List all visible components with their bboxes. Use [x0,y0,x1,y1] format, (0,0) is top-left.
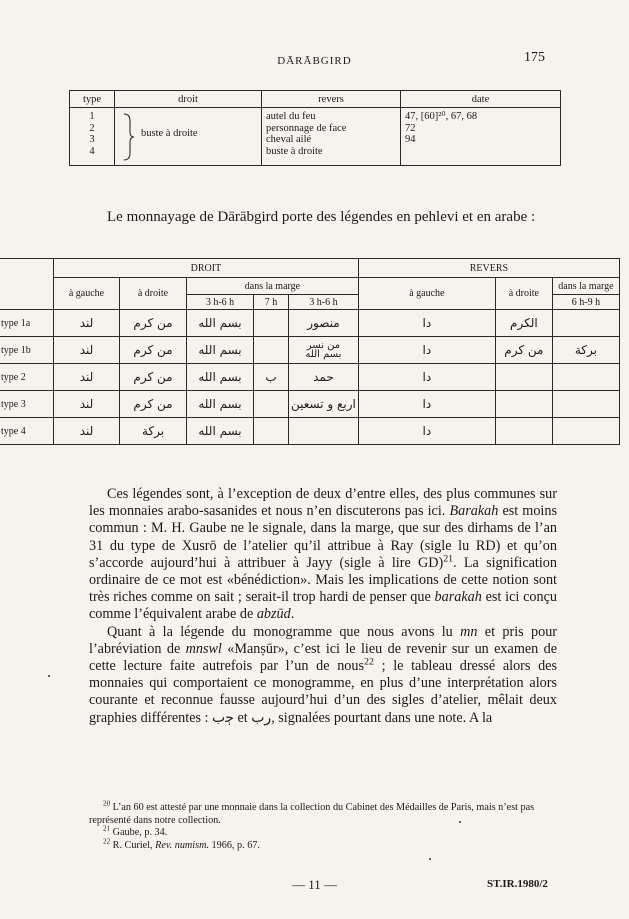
legend-cell: ﻣﻦ ﻛﺮﻡ [495,337,552,364]
legends-table [0,258,620,445]
legend-cell: ﻟﻨﺪ [54,337,120,364]
legend-cell [552,364,619,391]
legend-cell: ﻟﻨﺪ [54,364,120,391]
legend-cell: ﻟﻨﺪ [54,310,120,337]
droit-a-droite-header: à droite [120,278,187,310]
legend-cell [552,391,619,418]
series-code: ST.IR.1980/2 [487,878,548,890]
intro-paragraph: Le monnayage de Dārābgird porte des légendes en pehlevi et en arabe : [107,209,536,225]
legend-cell: ﺩﺍ [358,310,495,337]
legend-line: ﺑﺴﻢ ﺍﻟﻠﻪ [305,349,342,360]
legend-cell: ﺑﺴﻢ ﺍﻟﻠﻪ [187,391,254,418]
legend-cell [254,391,289,418]
row-label-header [0,259,54,310]
table-row [0,310,620,337]
legend-cell: ﺑﺮﻛﺔ [120,418,187,445]
legend-cell [495,391,552,418]
page-number: 175 [524,50,545,65]
monogram-glyph: ﺭﺏ [251,709,272,726]
legend-cell: ﺩﺍ [358,418,495,445]
legend-cell [495,418,552,445]
body-text [89,486,557,727]
paragraph-2: Quant à la légende du monogramme que nous avons lu mn et pris pour l’abréviation de mnswl «Manṣūr», c’est ici le lieu de revenir sur un examen de cette lecture faite autrefois par l’un de nous$^{22}$ ; le tableau dressé alors des monnaies qui comportaient ce monogramme, en plus d’une interprétation alors courante et reconnue fausse aujourd’hui d’un des sigles d’atelier, mêlait deux graphies différentes : ﭴﺏ et ﺭﺏ, signalées pourtant dans une note. A la [89,623,558,726]
revers-marge-header: dans la marge [552,278,619,295]
col-date-header: date [401,91,561,108]
col-droit-header: droit [115,91,262,108]
droit-cell [115,108,262,166]
row-label: type 4 [0,418,54,445]
folio: — 11 — [291,877,338,892]
legend-cell [254,418,289,445]
legend-cell: ﻣﻦ ﻛﺮﻡ [120,364,187,391]
legend-cell: ﻣﻦ ﻛﺮﻡ [120,310,187,337]
droit-value: buste à droite [141,128,198,139]
col-revers-header: revers [262,91,401,108]
table-row [0,418,620,445]
legend-cell: ﺩﺍ [358,364,495,391]
legend-line: ﻣﻦ ﻧﺴﺮ [306,340,341,351]
legend-cell [289,418,359,445]
legend-cell [254,337,289,364]
stray-mark [48,675,50,677]
row-label: type 3 [0,391,54,418]
types-table [69,90,561,166]
legend-cell: ﺑﺮﻛﺔ [552,337,619,364]
legend-cell: ﺑﺴﻢ ﺍﻟﻠﻪ [187,418,254,445]
running-title: DĀRĀBGIRD [277,55,352,67]
legend-cell: ﺑﺴﻢ ﺍﻟﻠﻪ [187,364,254,391]
col-type-header: type [70,91,115,108]
footnote-ref: 22 [364,656,374,668]
footnotes [89,799,557,852]
droit-7h-header: 7 h [254,295,289,310]
legend-cell: ﺏ [254,364,289,391]
revers-a-gauche-header: à gauche [358,278,495,310]
revers-cell: autel du feu personnage de face cheval ailé buste à droite [262,108,401,166]
legend-cell: ﻟﻨﺪ [54,418,120,445]
table-row [0,364,620,391]
legend-cell: ﻟﻨﺪ [54,391,120,418]
legend-cell [254,310,289,337]
stray-mark [459,821,461,823]
legend-cell: ﺑﺴﻢ ﺍﻟﻠﻪ [187,337,254,364]
legend-cell: ﺍﻟﻜﺮﻡ [495,310,552,337]
footnote: $^{20}$ L’an 60 est attesté par une monnaie dans la collection du Cabinet des Médailles de Paris, mais n’est pas représenté dans notre collection. [89,799,535,826]
legend-cell [495,364,552,391]
droit-group-header: DROIT [54,259,359,278]
footnote: $^{22}$ R. Curiel, Rev. numism. 1966, p. 67. [103,837,260,851]
legend-cell: ﻣﻦ ﻛﺮﻡ [120,337,187,364]
legend-cell [552,310,619,337]
date-cell: 47, [60]²⁰, 67, 68 72 94 [401,108,561,166]
legend-cell: ﺑﺴﻢ ﺍﻟﻠﻪ [187,310,254,337]
row-label: type 1b [0,337,54,364]
legend-cell: ﺩﺍ [358,391,495,418]
stray-mark [429,858,431,860]
type-cell: 1 2 3 4 [70,108,115,166]
legend-cell: ﻣﻨﺼﻮﺭ [289,310,359,337]
droit-a-gauche-header: à gauche [54,278,120,310]
droit-marge-header: dans la marge [187,278,359,295]
monogram-glyph: ﭴﺏ [212,709,234,726]
legend-cell: ﺍﺭﺑﻊ ﻭ ﺗﺴﻌﻴﻦ [289,391,359,418]
row-label: type 2 [0,364,54,391]
footnote-ref: 21 [443,553,454,565]
paragraph-1: Ces légendes sont, à l’exception de deux d’entre elles, des plus communes sur les monnaies arabo-sasanides et nous n’en discuterons pas ici. Barakah est moins commun : M. H. Gaube ne le signale, dans la marge, que sur des dirhams de l’an 31 du type de Xusrō de l’atelier qu’il attribue à Ray (sigle lu RD) et qu’on s’accorde aujourd’hui à attribuer à Jayy (sigle à lire GD)$^{21}$. La signification ordinaire de ce mot est «bénédiction». Mais les implications de cette notion sont très riches comme on sait ; serait-il trop hardi de penser que barakah est ici conçu comme l’équivalent arabe de abzūd. [89,486,557,623]
droit-3h6h-header: 3 h-6 h [187,295,254,310]
legend-cell-double [289,337,359,364]
row-label: type 1a [0,310,54,337]
legend-cell [552,418,619,445]
revers-3h6h-header: 3 h-6 h [289,295,359,310]
revers-6h9h-header: 6 h-9 h [552,295,619,310]
brace-icon [121,113,135,161]
table-row [0,391,620,418]
legend-cell: ﺣﻤﺪ [289,364,359,391]
revers-group-header: REVERS [358,259,619,278]
table-row [0,337,620,364]
revers-a-droite-header: à droite [495,278,552,310]
legend-cell: ﺩﺍ [358,337,495,364]
footnote: $^{21}$ Gaube, p. 34. [103,824,168,838]
legend-cell: ﻣﻦ ﻛﺮﻡ [120,391,187,418]
